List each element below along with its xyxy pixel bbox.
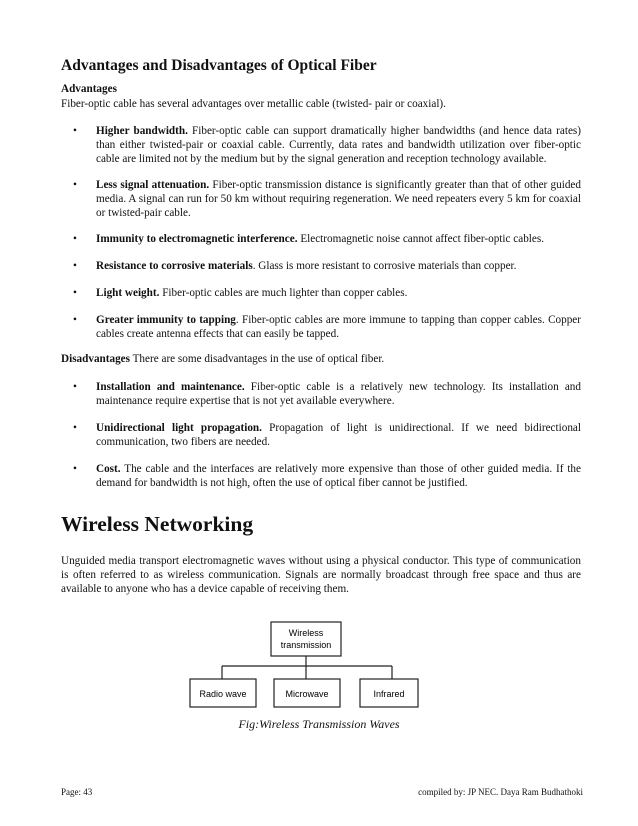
disadvantages-intro-text: There are some disadvantages in the use of optical fiber. — [130, 353, 385, 365]
disadvantages-intro — [61, 352, 581, 366]
item-text: . Fiber-optic cables are more immune to tapping than copper cables. Copper cables create antenna effects that can easily be tapped. — [96, 314, 582, 340]
bullet-icon: • — [73, 179, 77, 191]
advantages-intro: Fiber-optic cable has several advantages over metallic cable (twisted- pair or coaxial). — [61, 98, 446, 110]
list-item — [61, 421, 581, 449]
root-label-line1: Wireless — [288, 628, 324, 638]
item-term: Light weight. — [96, 287, 160, 299]
wireless-paragraph: Unguided media transport electromagnetic waves without using a physical conductor. This type of communication is often referred to as wireless communication. Signals are normally broadcast through free space and thus are available to anyone who has a device capable of receiving them. — [61, 555, 581, 595]
wireless-transmission-diagram — [180, 618, 420, 718]
bullet-icon: • — [73, 422, 77, 434]
bullet-icon: • — [73, 287, 77, 299]
item-term: Immunity to electromagnetic interference. — [96, 233, 298, 245]
bullet-icon: • — [73, 125, 77, 137]
item-term: Cost. — [96, 463, 121, 475]
list-item — [61, 313, 581, 341]
section-title: Advantages and Disadvantages of Optical Fiber — [61, 57, 377, 74]
item-text: . Glass is more resistant to corrosive materials than copper. — [252, 260, 517, 272]
list-item — [61, 259, 581, 273]
item-term: Installation and maintenance. — [96, 381, 245, 393]
bullet-icon: • — [73, 463, 77, 475]
child-label-radio: Radio wave — [199, 689, 247, 699]
list-item — [61, 462, 581, 490]
list-item — [61, 178, 581, 220]
bullet-icon: • — [73, 260, 77, 272]
disadvantages-heading: Disadvantages — [61, 353, 130, 365]
advantages-heading: Advantages — [61, 83, 117, 95]
footer-credit: compiled by: JP NEC. Daya Ram Budhathoki — [418, 787, 583, 797]
wireless-title: Wireless Networking — [61, 512, 254, 536]
item-text: Propagation of light is unidirectional. If we need bidirectional communication, two fibers are needed. — [96, 422, 581, 448]
list-item — [61, 124, 581, 166]
list-item — [61, 286, 581, 300]
item-text: Electromagnetic noise cannot affect fiber-optic cables. — [297, 233, 545, 245]
child-label-microwave: Microwave — [285, 689, 329, 699]
bullet-icon: • — [73, 381, 77, 393]
page-number: Page: 43 — [61, 787, 93, 797]
bullet-icon: • — [73, 314, 77, 326]
item-text: Fiber-optic cable is a relatively new technology. Its installation and maintenance require expertise that is not yet available everywhere. — [96, 381, 581, 407]
list-item — [61, 232, 581, 246]
figure-caption: Fig:Wireless Transmission Waves — [238, 717, 400, 731]
item-term: Resistance to corrosive materials — [96, 260, 253, 272]
item-term: Greater immunity to tapping — [96, 314, 236, 326]
child-label-infrared: Infrared — [373, 689, 405, 699]
list-item — [61, 380, 581, 408]
item-text: The cable and the interfaces are relatively more expensive than those of other guided media. If the demand for bandwidth is not high, often the use of optical fiber cannot be justified. — [96, 463, 581, 489]
item-text: Fiber-optic cable can support dramatically higher bandwidths (and hence data rates) than either twisted-pair or coaxial cable. Currently, data rates and bandwidth utilization over fiber-optic cable are limited not by the medium but by the signal generation and reception technology available. — [96, 125, 581, 165]
item-text: Fiber-optic cables are much lighter than copper cables. — [159, 287, 408, 299]
item-text: Fiber-optic transmission distance is significantly greater than that of other guided media. A signal can run for 50 km without requiring regeneration. We need repeaters every 5 km for coaxial or twisted-pair cable. — [96, 179, 581, 219]
root-label-line2: transmission — [280, 640, 332, 650]
item-term: Less signal attenuation. — [96, 179, 210, 191]
item-term: Unidirectional light propagation. — [96, 422, 262, 434]
bullet-icon: • — [73, 233, 77, 245]
item-term: Higher bandwidth. — [96, 125, 188, 137]
